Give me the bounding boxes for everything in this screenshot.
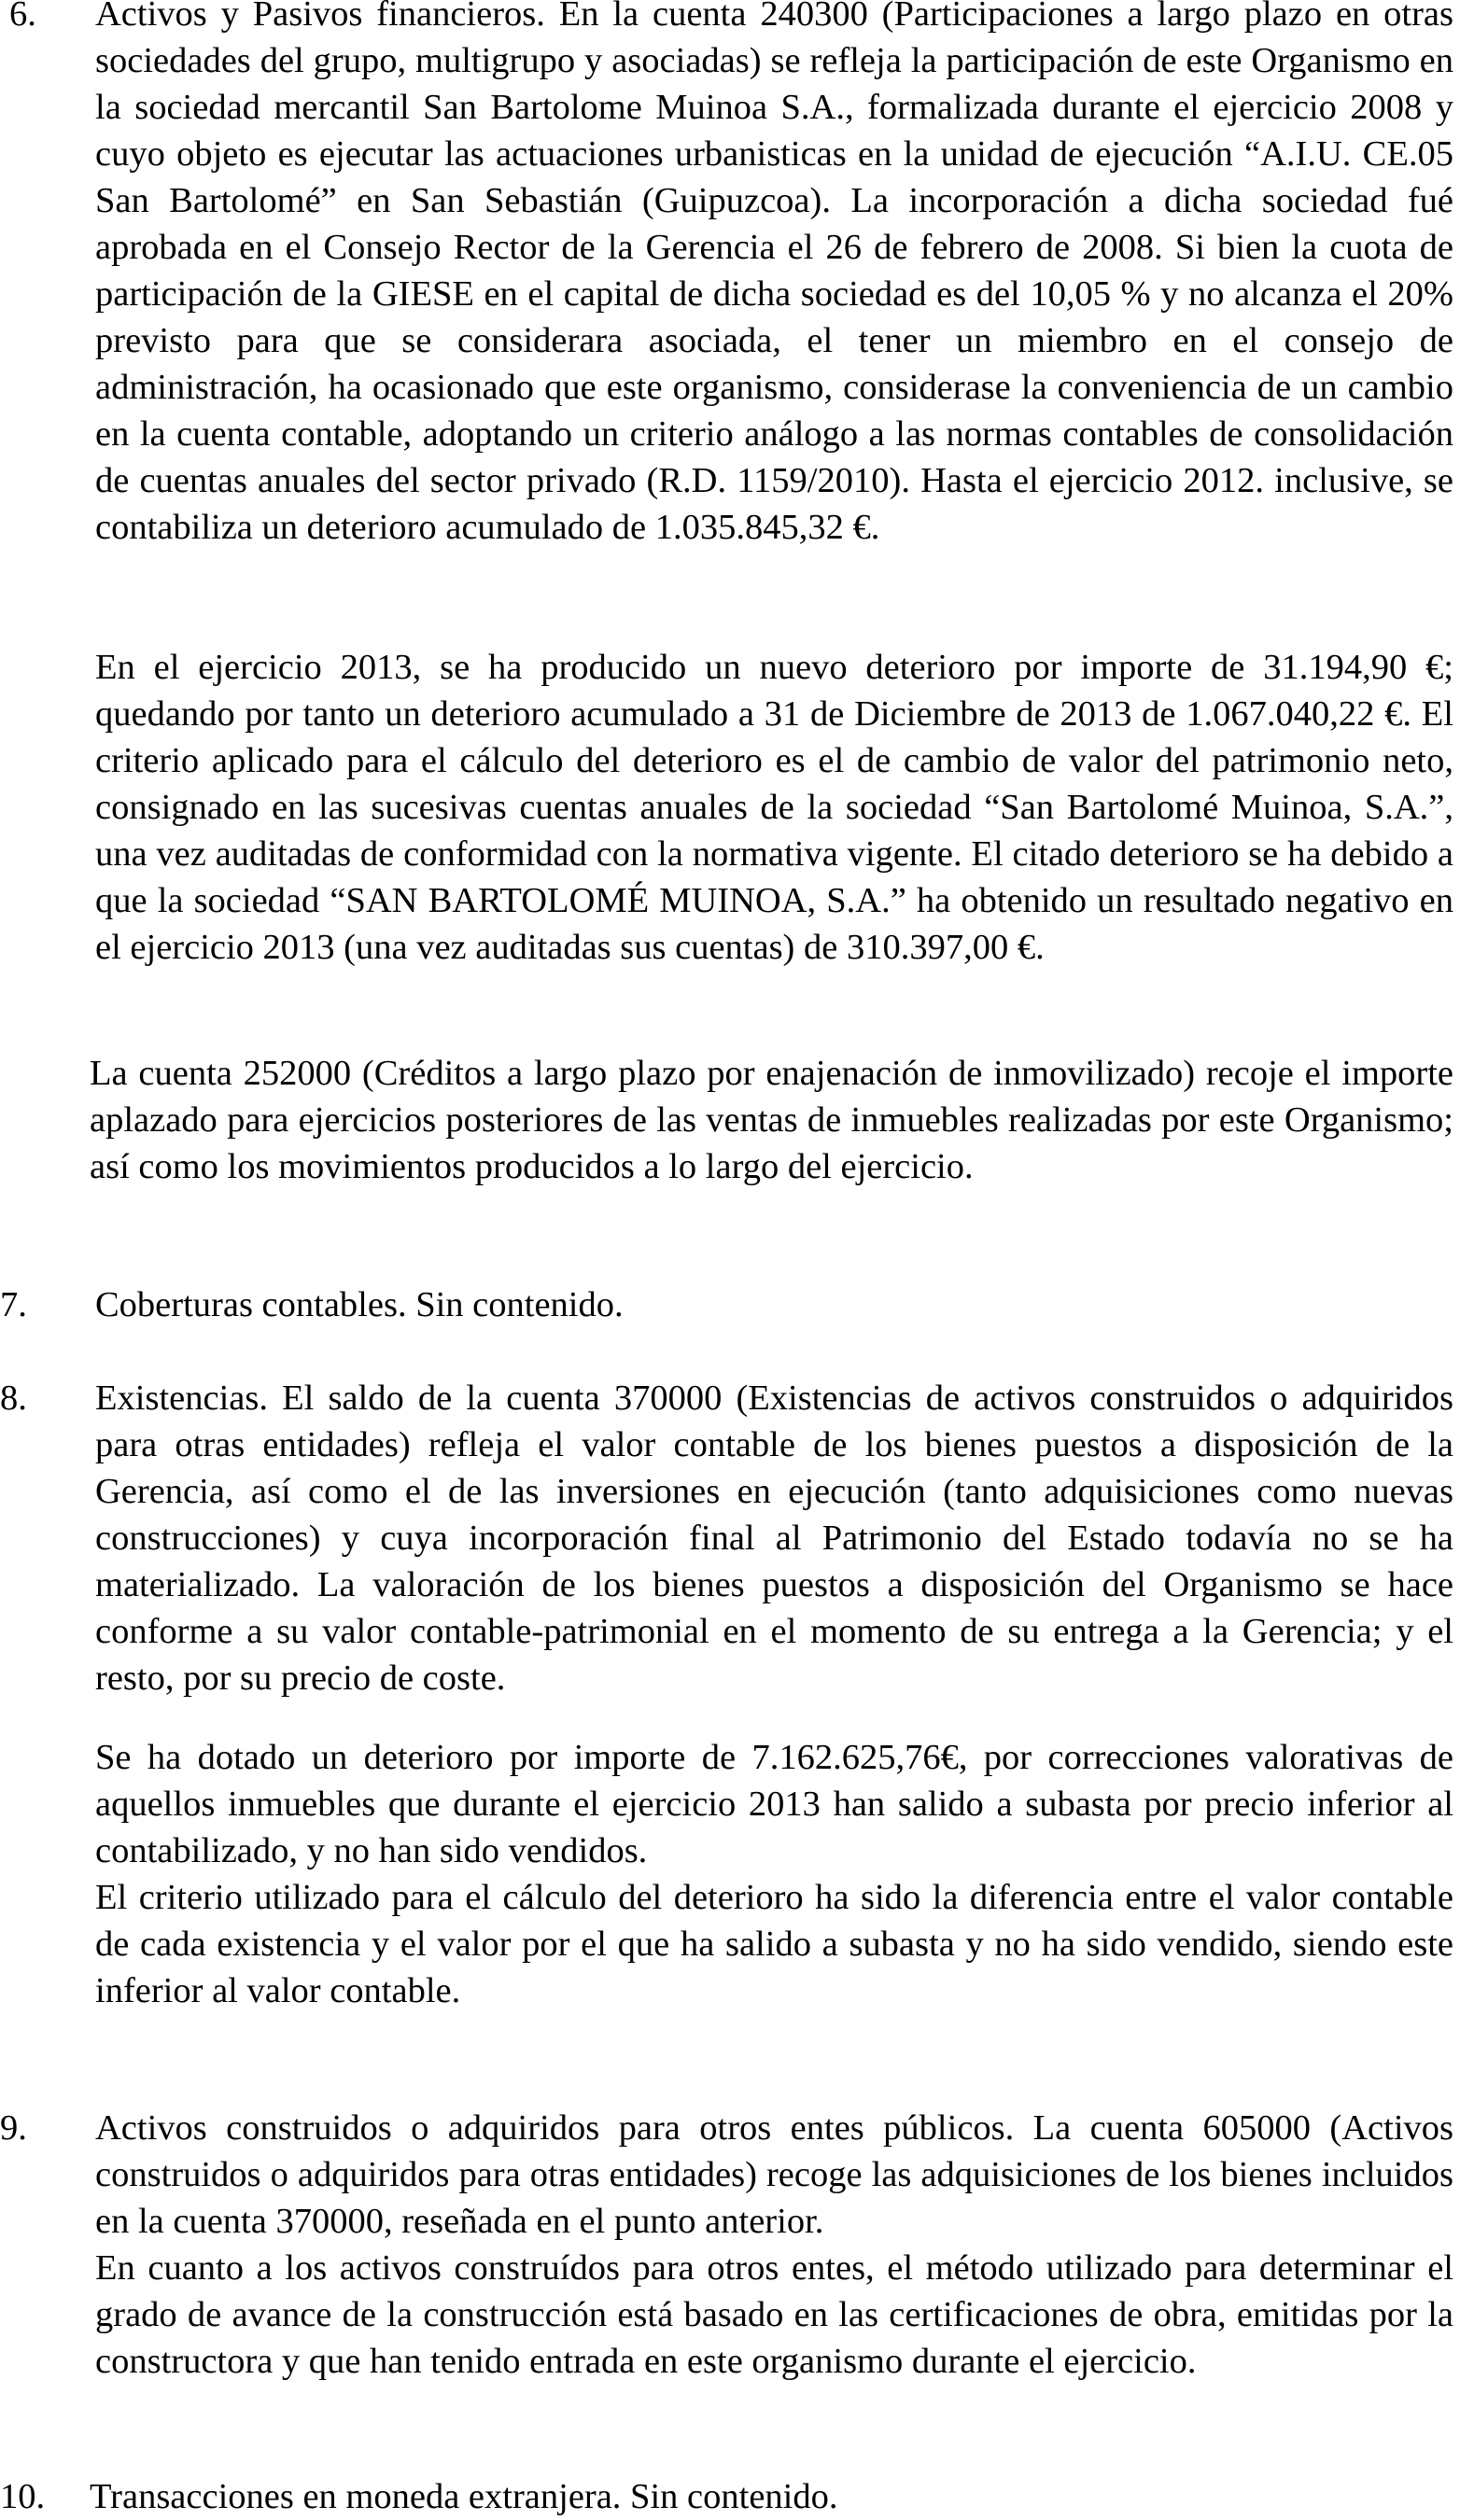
paragraph: El criterio utilizado para el cálculo del deterioro ha sido la diferencia entre el valor contable de cada existencia y el valor por el que ha salido a subasta y no ha sido vendido, siendo este inferior al valor contable. <box>95 1878 1453 2010</box>
paragraph: Se ha dotado un deterioro por importe de 7.162.625,76€, por correcciones valorativas de aquellos inmuebles que durante el ejercicio 2013 han salido a subasta por precio inferior al contabilizado, y no han sido vendidos. <box>95 1738 1453 1870</box>
paragraph: Activos construidos o adquiridos para otros entes públicos. La cuenta 605000 (Activos construidos o adquiridos para otras entidades) recoge las adquisiciones de los bienes incluidos en la cuenta 370000, reseñada en el punto anterior. <box>95 2108 1453 2241</box>
paragraph: La cuenta 252000 (Créditos a largo plazo por enajenación de inmovilizado) recoje el importe aplazado para ejercicios posteriores de las ventas de inmuebles realizadas por este Organismo; así como los movimientos producidos a lo largo del ejercicio. <box>90 1054 1453 1186</box>
paragraph: En el ejercicio 2013, se ha producido un nuevo deterioro por importe de 31.194,90 €; quedando por tanto un deterioro acumulado a 31 de Diciembre de 2013 de 1.067.040,22 €. El criterio aplicado para el cálculo del deterioro es el de cambio de valor del patrimonio neto, consignado en las sucesivas cuentas anuales de la sociedad “San Bartolomé Muinoa, S.A.”, una vez auditadas de conformidad con la normativa vigente. El citado deterioro se ha debido a que la sociedad “SAN BARTOLOMÉ MUINOA, S.A.” ha obtenido un resultado negativo en el ejercicio 2013 (una vez auditadas sus cuentas) de 310.397,00 €. <box>95 648 1453 967</box>
paragraph: Transacciones en moneda extranjera. Sin contenido. <box>90 2477 838 2516</box>
item-number: 8. <box>0 1379 27 1418</box>
paragraph: Activos y Pasivos financieros. En la cuenta 240300 (Participaciones a largo plazo en otras sociedades del grupo, multigrupo y asociadas) se refleja la participación de este Organismo en la sociedad mercantil San Bartolome Muinoa S.A., formalizada durante el ejercicio 2008 y cuyo objeto es ejecutar las actuaciones urbanisticas en la unidad de ejecución “A.I.U. CE.05 San Bartolomé” en San Sebastián (Guipuzcoa). La incorporación a dicha sociedad fué aprobada en el Consejo Rector de la Gerencia el 26 de febrero de 2008. Si bien la cuota de participación de la GIESE en el capital de dicha sociedad es del 10,05 % y no alcanza el 20% previsto para que se considerara asociada, el tener un miembro en el consejo de administración, ha ocasionado que este organismo, considerase la conveniencia de un cambio en la cuenta contable, adoptando un criterio análogo a las normas contables de consolidación de cuentas anuales del sector privado (R.D. 1159/2010). Hasta el ejercicio 2012. inclusive, se contabiliza un deterioro acumulado de 1.035.845,32 €. <box>95 0 1453 547</box>
item-number: 6. <box>9 0 36 34</box>
item-number: 10. <box>0 2477 46 2516</box>
paragraph: En cuanto a los activos construídos para otros entes, el método utilizado para determinar el grado de avance de la construcción está basado en las certificaciones de obra, emitidas por la constructora y que han tenido entrada en este organismo durante el ejercicio. <box>95 2248 1453 2381</box>
paragraph: Coberturas contables. Sin contenido. <box>95 1285 624 1324</box>
paragraph: Existencias. El saldo de la cuenta 370000 (Existencias de activos construidos o adquiridos para otras entidades) refleja el valor contable de los bienes puestos a disposición de la Gerencia, así como el de las inversiones en ejecución (tanto adquisiciones como nuevas construcciones) y cuya incorporación final al Patrimonio del Estado todavía no se ha materializado. La valoración de los bienes puestos a disposición del Organismo se hace conforme a su valor contable-patrimonial en el momento de su entrega a la Gerencia; y el resto, por su precio de coste. <box>95 1379 1453 1698</box>
item-number: 7. <box>0 1285 27 1324</box>
item-number: 9. <box>0 2108 27 2148</box>
